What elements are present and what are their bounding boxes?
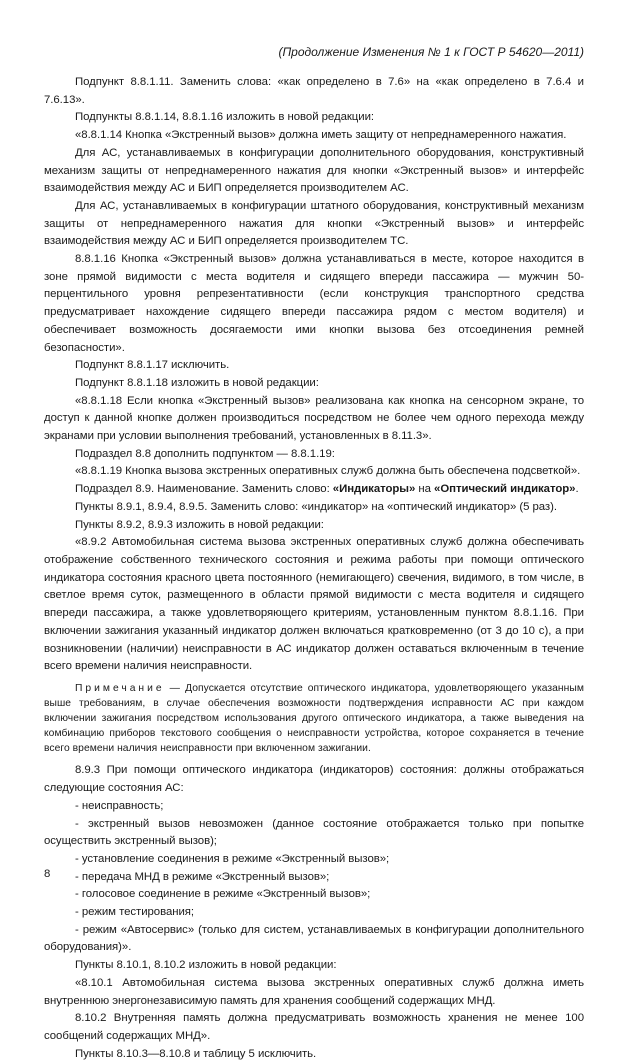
paragraph: «8.8.1.18 Если кнопка «Экстренный вызов» реализована как кнопка на сенсорном экране, то доступ к данной кнопке должен производиться посредством не более чем одного перехода между экранами при условии выполнения требований, установленных в 8.11.3». (44, 394, 584, 443)
paragraph: Подпункт 8.8.1.11. Заменить слова: «как определено в 7.6» на «как определено в 7.6.4 и 7.6.13». (44, 76, 584, 106)
document-page (44, 44, 584, 1063)
paragraph: «8.10.1 Автомобильная система вызова экстренных оперативных служб должна иметь внутреннюю энергонезависимую память для хранения сообщений содержащих МНД. (44, 976, 584, 1007)
paragraph: Пункты 8.9.2, 8.9.3 изложить в новой редакции: (75, 518, 324, 531)
list-item: - неисправность; (75, 799, 164, 812)
rename-prefix: Подраздел 8.9. Наименование. Заменить слово: (75, 483, 333, 496)
paragraph: Подпункт 8.8.1.18 изложить в новой редакции: (75, 376, 319, 389)
paragraph: Для АС, устанавливаемых в конфигурации штатного оборудования, конструктивный механизм защиты от непреднамеренного нажатия для кнопки «Экстренный вызов» и интерфейс взаимодействия между АС и БИП определяется производителем ТС. (44, 199, 584, 248)
list-item: - передача МНД в режиме «Экстренный вызов»; (75, 870, 330, 883)
rename-paragraph (44, 481, 584, 499)
running-header: (Продолжение Изменения № 1 к ГОСТ Р 54620—2011) (278, 45, 584, 59)
paragraph: Подпункты 8.8.1.14, 8.8.1.16 изложить в новой редакции: (75, 111, 374, 124)
paragraph: «8.8.1.19 Кнопка вызова экстренных оперативных служб должна быть обеспечена подсветкой». (75, 465, 581, 478)
list-item: - режим «Автосервис» (только для систем, устанавливаемых в конфигурации дополнительного оборудования)». (44, 923, 584, 954)
list-item: - голосовое соединение в режиме «Экстренный вызов»; (75, 888, 371, 901)
page-number: 8 (44, 868, 51, 880)
paragraph: Пункты 8.10.3—8.10.8 и таблицу 5 исключить. (75, 1047, 317, 1060)
note-text: — Допускается отсутствие оптического индикатора, удовлетворяющего указанным выше требованиям, в случае обеспечения возможности подтверждения исправности АС при каждом включении зажигания посредством использования другого оптического индикатора, а также выведения на комбинацию приборов текстового сообщения о неисправности устройства, которое сохраняется в течение всего времени наличия неисправности при включенном зажигании. (44, 682, 584, 754)
rename-old-term: «Индикаторы» (332, 483, 416, 496)
paragraph: Подраздел 8.8 дополнить подпунктом — 8.8.1.19: (75, 447, 335, 460)
note (44, 682, 584, 757)
paragraph: «8.9.2 Автомобильная система вызова экстренных оперативных служб должна обеспечивать отображение собственного технического состояния и режима работы при помощи оптического индикатора состояния красного цвета постоянного (немигающего) свечения, видимого, в том числе, в светлое время суток, размещенного в области прямой видимости с места водителя и сидящего впереди пассажира, а также удовлетворяющего критериям, установленным пунктом 8.8.1.16. При включении зажигания указанный индикатор должен включаться кратковременно (от 3 до 10 с), а при возникновении (наличии) неисправности в АС индикатор должен оставаться включенным в течение всего времени наличия неисправности. (44, 536, 584, 673)
paragraph: Для АС, устанавливаемых в конфигурации дополнительного оборудования, конструктивный механизм защиты от непреднамеренного нажатия для кнопки «Экстренный вызов» и интерфейс взаимодействия между АС и БИП определяется производителем АС. (44, 146, 584, 195)
paragraph: 8.9.3 При помощи оптического индикатора (индикаторов) состояния: должны отображаться следующие состояния АС: (44, 764, 584, 795)
paragraph: 8.10.2 Внутренняя память должна предусматривать возможность хранения не менее 100 сообщений содержащих МНД». (44, 1012, 584, 1042)
paragraph: 8.8.1.16 Кнопка «Экстренный вызов» должна устанавливаться в месте, которое находится в зоне прямой видимости с места водителя и сидящего впереди пассажира — мужчин 50-перцентильного уровня репрезентативности (если конструкция транспортного средства предусматривает нахождение сидящего впереди пассажира рядом с местом водителя) и обеспечивает возможность досягаемости ими кнопки вызова без отсоединения ремней безопасности». (44, 253, 584, 354)
rename-suffix: . (575, 483, 579, 496)
paragraph: Пункты 8.9.1, 8.9.4, 8.9.5. Заменить слово: «индикатор» на «оптический индикатор» (5 раз). (75, 500, 557, 513)
paragraph: «8.8.1.14 Кнопка «Экстренный вызов» должна иметь защиту от непреднамеренного нажатия. (75, 129, 567, 142)
paragraph: Подпункт 8.8.1.17 исключить. (75, 359, 230, 372)
note-label: Примечание (75, 682, 165, 694)
rename-new-term: «Оптический индикатор» (434, 483, 576, 496)
paragraph: Пункты 8.10.1, 8.10.2 изложить в новой редакции: (75, 959, 337, 972)
rename-mid: на (415, 483, 435, 496)
list-item: - установление соединения в режиме «Экстренный вызов»; (75, 852, 390, 865)
list-item: - экстренный вызов невозможен (данное состояние отображается только при попытке осуществить экстренный вызов); (44, 817, 584, 848)
list-item: - режим тестирования; (75, 906, 195, 919)
